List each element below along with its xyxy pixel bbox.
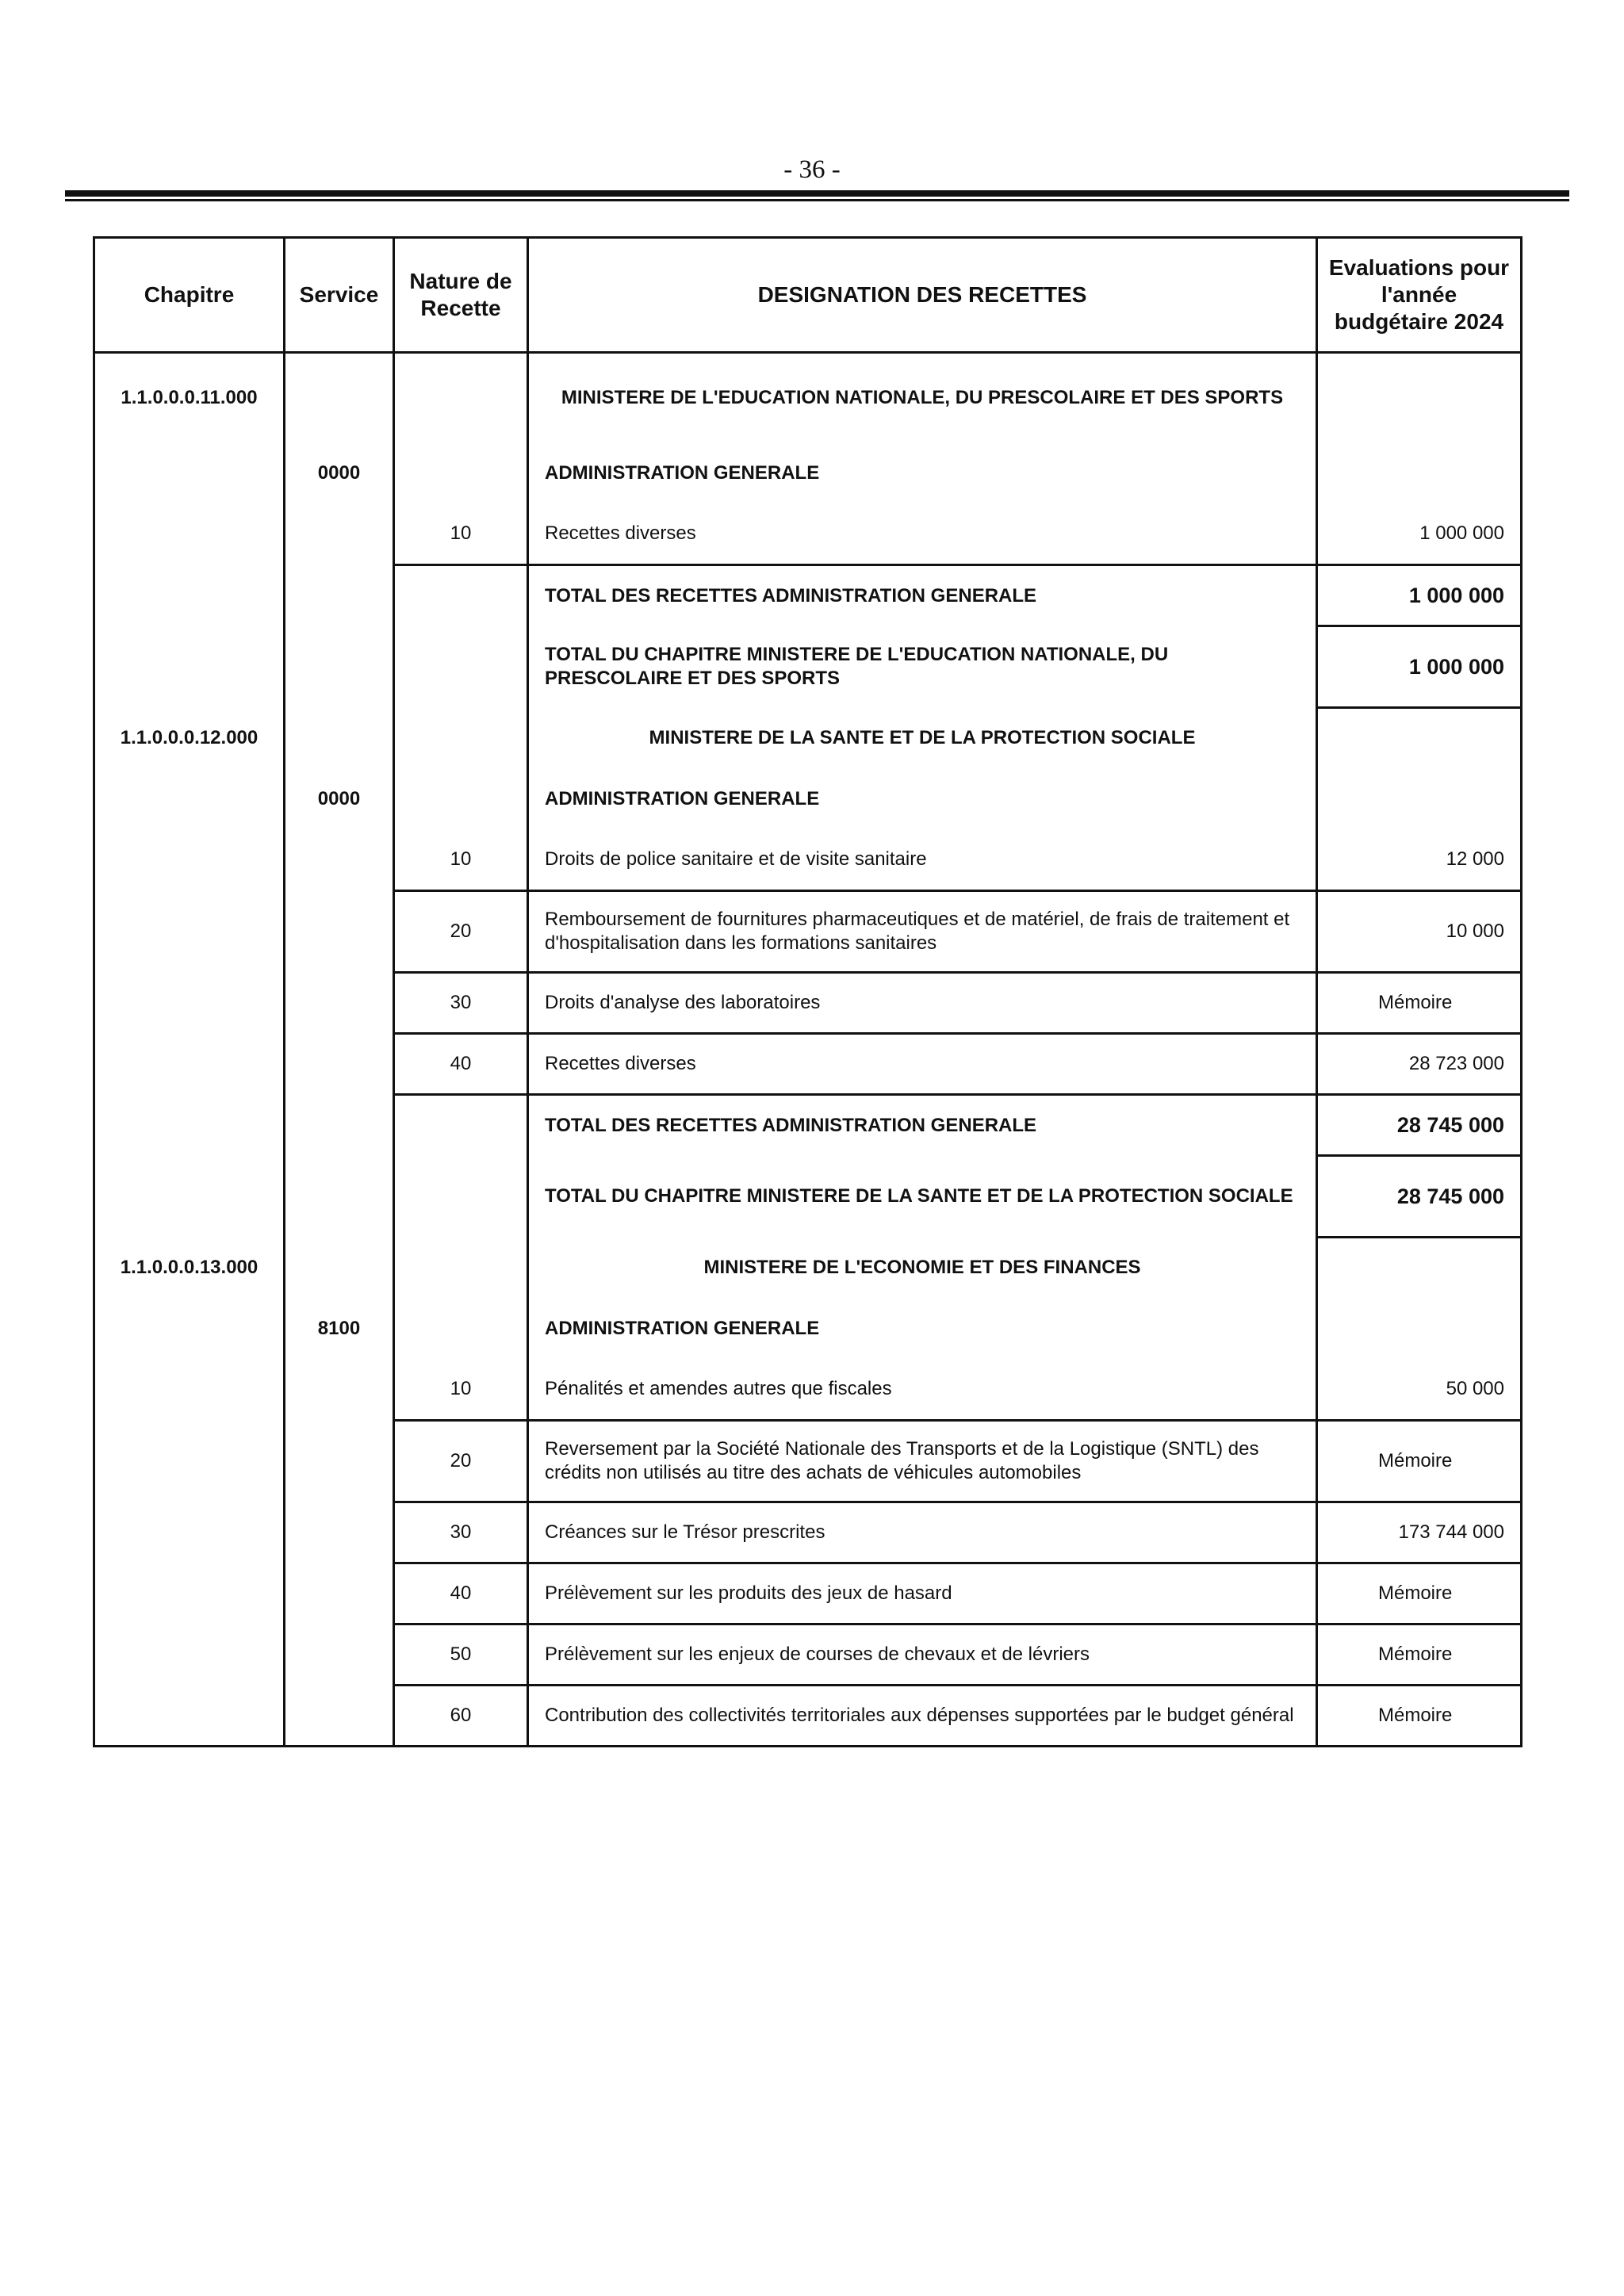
page-number: - 36 -	[783, 155, 841, 184]
table-row	[94, 1563, 1522, 1624]
line-amount: 50 000	[1317, 1360, 1522, 1421]
table-row	[94, 626, 1522, 708]
nature-code: 20	[394, 891, 528, 973]
table-row	[94, 1238, 1522, 1299]
table-row	[94, 443, 1522, 504]
nature-code: 20	[394, 1421, 528, 1502]
chapter-title: MINISTERE DE L'ECONOMIE ET DES FINANCES	[528, 1238, 1317, 1299]
nature-code: 10	[394, 1360, 528, 1421]
chapter-title: MINISTERE DE LA SANTE ET DE LA PROTECTION SOCIALE	[528, 708, 1317, 769]
header-chapitre: Chapitre	[94, 238, 285, 353]
header-service: Service	[285, 238, 394, 353]
table-row	[94, 891, 1522, 973]
service-total-label: TOTAL DES RECETTES ADMINISTRATION GENERALE	[528, 1095, 1317, 1156]
nature-code: 40	[394, 1034, 528, 1095]
table-row	[94, 708, 1522, 769]
line-designation: Droits d'analyse des laboratoires	[528, 973, 1317, 1034]
service-total-amount: 1 000 000	[1317, 565, 1522, 626]
line-designation: Reversement par la Société Nationale des Transports et de la Logistique (SNTL) des crédits non utilisés au titre des achats de véhicules automobiles	[528, 1421, 1317, 1502]
table-row	[94, 353, 1522, 443]
line-designation: Pénalités et amendes autres que fiscales	[528, 1360, 1317, 1421]
chapter-total-label: TOTAL DU CHAPITRE MINISTERE DE LA SANTE ET DE LA PROTECTION SOCIALE	[528, 1156, 1317, 1238]
nature-code: 10	[394, 830, 528, 891]
header-nature: Nature de Recette	[394, 238, 528, 353]
table-row	[94, 769, 1522, 830]
table-row	[94, 1299, 1522, 1360]
table-row	[94, 1421, 1522, 1502]
service-title: ADMINISTRATION GENERALE	[528, 1299, 1317, 1360]
service-total-label: TOTAL DES RECETTES ADMINISTRATION GENERALE	[528, 565, 1317, 626]
nature-code: 50	[394, 1624, 528, 1686]
line-designation: Prélèvement sur les produits des jeux de hasard	[528, 1563, 1317, 1624]
line-amount: 173 744 000	[1317, 1502, 1522, 1563]
line-amount: 12 000	[1317, 830, 1522, 891]
table-row	[94, 565, 1522, 626]
table-row	[94, 1686, 1522, 1747]
line-amount: Mémoire	[1317, 1563, 1522, 1624]
chapter-total-amount: 1 000 000	[1317, 626, 1522, 708]
line-amount: Mémoire	[1317, 973, 1522, 1034]
service-code: 8100	[285, 1299, 394, 1360]
table-row	[94, 973, 1522, 1034]
table-row	[94, 1502, 1522, 1563]
line-designation: Recettes diverses	[528, 504, 1317, 565]
service-title: ADMINISTRATION GENERALE	[528, 769, 1317, 830]
nature-code: 60	[394, 1686, 528, 1747]
line-amount: Mémoire	[1317, 1421, 1522, 1502]
line-designation: Droits de police sanitaire et de visite sanitaire	[528, 830, 1317, 891]
service-title: ADMINISTRATION GENERALE	[528, 443, 1317, 504]
header-designation: DESIGNATION DES RECETTES	[528, 238, 1317, 353]
service-total-amount: 28 745 000	[1317, 1095, 1522, 1156]
header-rule-thick	[65, 190, 1569, 197]
line-amount: Mémoire	[1317, 1686, 1522, 1747]
nature-code: 30	[394, 1502, 528, 1563]
chapter-code: 1.1.0.0.0.13.000	[94, 1238, 285, 1299]
line-amount: 1 000 000	[1317, 504, 1522, 565]
table-header-row	[94, 238, 1522, 353]
nature-code: 10	[394, 504, 528, 565]
nature-code: 40	[394, 1563, 528, 1624]
budget-table	[93, 236, 1522, 1747]
table-row	[94, 1156, 1522, 1238]
table-row	[94, 1624, 1522, 1686]
table-row	[94, 830, 1522, 891]
line-designation: Contribution des collectivités territoriales aux dépenses supportées par le budget général	[528, 1686, 1317, 1747]
service-code: 0000	[285, 769, 394, 830]
chapter-code: 1.1.0.0.0.12.000	[94, 708, 285, 769]
header-evaluations: Evaluations pour l'année budgétaire 2024	[1317, 238, 1522, 353]
line-designation: Recettes diverses	[528, 1034, 1317, 1095]
line-designation: Prélèvement sur les enjeux de courses de chevaux et de lévriers	[528, 1624, 1317, 1686]
header-rule-thin	[65, 199, 1569, 201]
chapter-total-label: TOTAL DU CHAPITRE MINISTERE DE L'EDUCATION NATIONALE, DU PRESCOLAIRE ET DES SPORTS	[528, 626, 1317, 708]
table-row	[94, 1034, 1522, 1095]
nature-code: 30	[394, 973, 528, 1034]
line-designation: Remboursement de fournitures pharmaceutiques et de matériel, de frais de traitement et d'hospitalisation dans les formations sanitaires	[528, 891, 1317, 973]
service-code: 0000	[285, 443, 394, 504]
chapter-title: MINISTERE DE L'EDUCATION NATIONALE, DU PRESCOLAIRE ET DES SPORTS	[528, 353, 1317, 443]
chapter-total-amount: 28 745 000	[1317, 1156, 1522, 1238]
line-amount: Mémoire	[1317, 1624, 1522, 1686]
chapter-code: 1.1.0.0.0.11.000	[94, 353, 285, 443]
line-designation: Créances sur le Trésor prescrites	[528, 1502, 1317, 1563]
line-amount: 28 723 000	[1317, 1034, 1522, 1095]
table-row	[94, 1095, 1522, 1156]
table-row	[94, 1360, 1522, 1421]
table-row	[94, 504, 1522, 565]
line-amount: 10 000	[1317, 891, 1522, 973]
